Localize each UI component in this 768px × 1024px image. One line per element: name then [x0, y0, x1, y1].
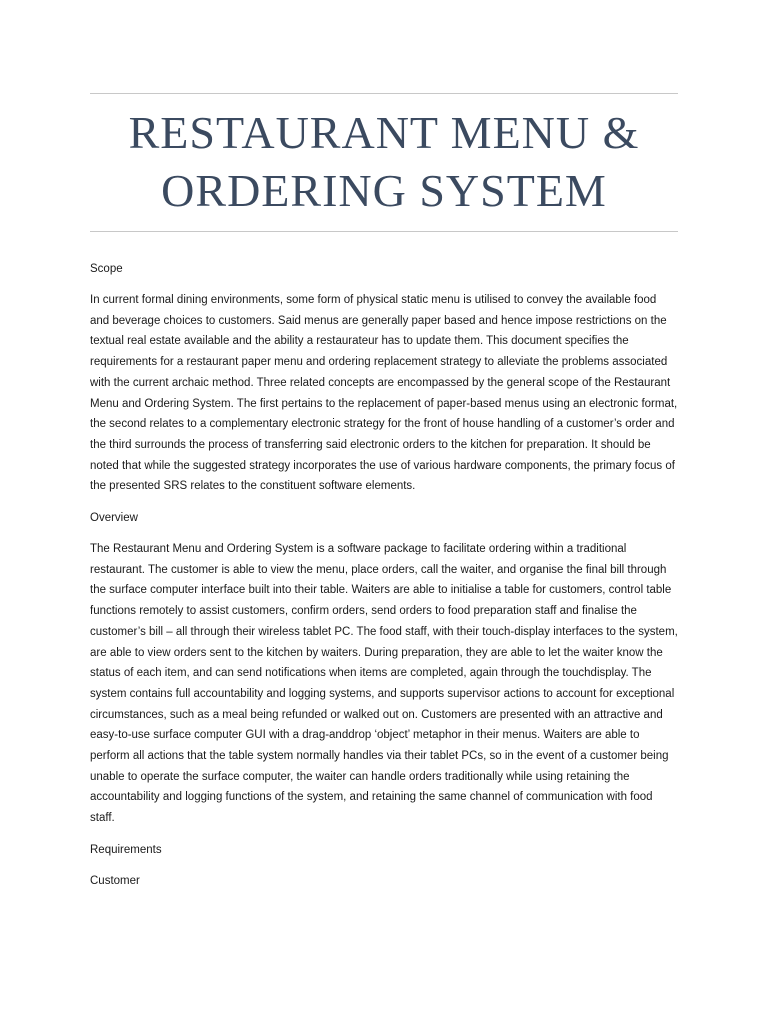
- title-top-rule: [90, 93, 678, 94]
- scope-paragraph: In current formal dining environments, some form of physical static menu is utilised to convey the available food and beverage choices to customers. Said menus are generally paper based and hence impose restrictions on the textual real estate available and the ability a restaurateur has to update them. This document specifies the requirements for a restaurant paper menu and ordering replacement strategy to alleviate the problems associated with the current archaic method. Three related concepts are encompassed by the general scope of the Restaurant Menu and Ordering System. The first pertains to the replacement of paper-based menus using an electronic format, the second relates to a complementary electronic strategy for the front of house handling of a customer’s order and the third surrounds the process of transferring said electronic orders to the kitchen for preparation. It should be noted that while the suggested strategy incorporates the use of various hardware components, the primary focus of the presented SRS relates to the constituent software elements.: [90, 294, 678, 493]
- title-line-1: RESTAURANT MENU &: [128, 107, 640, 158]
- document-page: [90, 0, 678, 891]
- scope-heading: Scope: [90, 263, 123, 275]
- requirements-heading: Requirements: [90, 843, 162, 856]
- overview-paragraph: The Restaurant Menu and Ordering System is a software package to facilitate ordering within a traditional restaurant. The customer is able to view the menu, place orders, call the waiter, and organise the final bill through the surface computer interface built into their table. Waiters are able to initialise a table for customers, control table functions remotely to assist customers, confirm orders, send orders to food preparation staff and finalise the customer’s bill – all through their wireless tablet PC. The food staff, with their touch-display interfaces to the system, are able to view orders sent to the kitchen by waiters. During preparation, they are able to let the waiter know the status of each item, and can send notifications when items are completed, again through the touchdisplay. The system contains full accountability and logging systems, and supports supervisor actions to account for exceptional circumstances, such as a meal being refunded or walked out on. Customers are presented with an attractive and easy-to-use surface computer GUI with a drag-anddrop ‘object’ metaphor in their menus. Waiters are able to perform all actions that the table system normally handles via their tablet PCs, so in the event of a customer being unable to operate the surface computer, the waiter can handle orders traditionally while using retaining the accountability and logging functions of the system, and retaining the same channel of communication with food staff.: [90, 543, 678, 825]
- customer-heading: Customer: [90, 874, 140, 887]
- title-bottom-rule: [90, 231, 678, 232]
- document-title: [90, 104, 678, 220]
- overview-heading: Overview: [90, 512, 138, 525]
- title-line-2: ORDERING SYSTEM: [161, 165, 607, 216]
